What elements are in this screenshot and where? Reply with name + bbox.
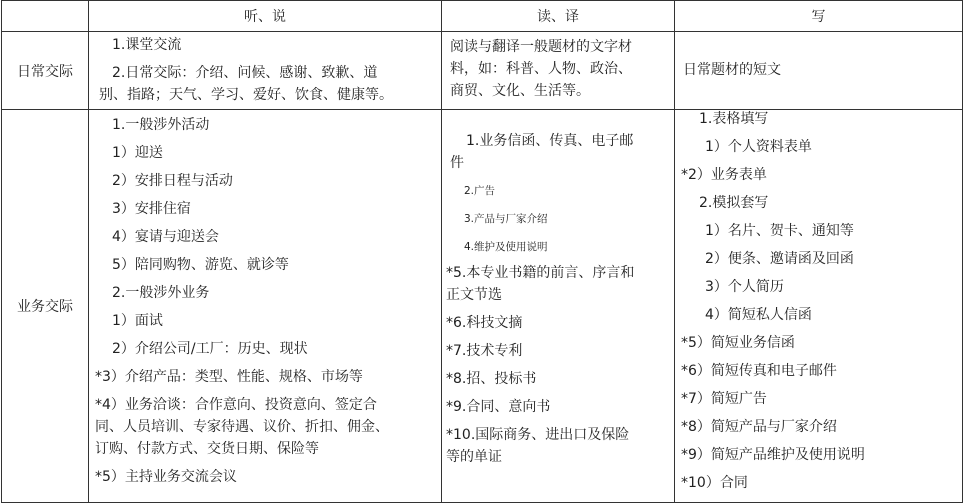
text-line: 4）简短私人信函 bbox=[705, 307, 812, 323]
text-line: 2.模拟套写 bbox=[699, 195, 769, 211]
text-line: 3）个人简历 bbox=[705, 279, 784, 295]
text-line: 2.日常交际：介绍、问候、感谢、致歉、道 bbox=[112, 65, 378, 81]
text-line: *8.招、投标书 bbox=[446, 371, 537, 387]
text-line: 阅读与翻译一般题材的文字材 bbox=[450, 39, 632, 55]
text-line: 3）安排住宿 bbox=[112, 201, 191, 217]
cell-daily-listen-speak bbox=[89, 32, 442, 110]
curriculum-table bbox=[1, 0, 963, 503]
header-blank bbox=[2, 1, 89, 32]
text-line: 正文节选 bbox=[446, 287, 502, 303]
text-line: *9）简短产品维护及使用说明 bbox=[681, 447, 865, 463]
text-line: 2）便条、邀请函及回函 bbox=[705, 251, 854, 267]
text-line: 同、人员培训、专家待遇、议价、折扣、佣金、 bbox=[95, 419, 389, 435]
header-listen-speak: 听、说 bbox=[89, 1, 442, 32]
text-line: 1.表格填写 bbox=[699, 111, 769, 127]
text-line: 2）介绍公司/工厂：历史、现状 bbox=[112, 341, 308, 357]
text-line: *8）简短产品与厂家介绍 bbox=[681, 419, 837, 435]
text-line: *7）简短广告 bbox=[681, 391, 767, 407]
header-write: 写 bbox=[675, 1, 963, 32]
text-line: 3.产品与厂家介绍 bbox=[464, 213, 548, 225]
header-row bbox=[2, 1, 963, 32]
text-line: *6）简短传真和电子邮件 bbox=[681, 363, 837, 379]
cell-daily-write bbox=[675, 32, 963, 110]
row-label-business: 业务交际 bbox=[2, 110, 89, 503]
text-line: 别、指路；天气、学习、爱好、饮食、健康等。 bbox=[99, 87, 393, 103]
text-line: *4）业务洽谈：合作意向、投资意向、签定合 bbox=[95, 397, 377, 413]
cell-business-read-translate bbox=[442, 110, 675, 503]
text-line: 4.维护及使用说明 bbox=[464, 241, 548, 253]
text-line: *3）介绍产品：类型、性能、规格、市场等 bbox=[95, 369, 363, 385]
row-business bbox=[2, 110, 963, 503]
text-line: 日常题材的短文 bbox=[683, 62, 781, 78]
text-line: 2.一般涉外业务 bbox=[112, 285, 210, 301]
text-line: *7.技术专利 bbox=[446, 343, 523, 359]
cell-business-write bbox=[675, 110, 963, 503]
cell-daily-read-translate bbox=[442, 32, 675, 110]
text-line: *6.科技文摘 bbox=[446, 315, 523, 331]
text-line: 1.业务信函、传真、电子邮 bbox=[466, 133, 634, 149]
text-line: *10.国际商务、进出口及保险 bbox=[446, 427, 630, 443]
text-line: 4）宴请与迎送会 bbox=[112, 229, 219, 245]
text-line: 1.课堂交流 bbox=[112, 37, 182, 53]
header-read-translate: 读、译 bbox=[442, 1, 675, 32]
text-line: 1）迎送 bbox=[112, 145, 163, 161]
text-line: *9.合同、意向书 bbox=[446, 399, 551, 415]
text-line: *2）业务表单 bbox=[681, 167, 767, 183]
text-line: *5.本专业书籍的前言、序言和 bbox=[446, 265, 635, 281]
text-line: *5）简短业务信函 bbox=[681, 335, 795, 351]
cell-business-listen-speak bbox=[89, 110, 442, 503]
row-daily bbox=[2, 32, 963, 110]
text-line: 1）面试 bbox=[112, 313, 163, 329]
text-line: *5）主持业务交流会议 bbox=[95, 469, 237, 485]
row-label-daily: 日常交际 bbox=[2, 32, 89, 110]
text-line: 料，如：科普、人物、政治、 bbox=[450, 61, 632, 77]
text-line: 件 bbox=[450, 155, 464, 171]
text-line: 等的单证 bbox=[446, 449, 502, 465]
text-line: 1）个人资料表单 bbox=[705, 139, 812, 155]
text-line: 1.一般涉外活动 bbox=[112, 117, 210, 133]
text-line: 2）安排日程与活动 bbox=[112, 173, 233, 189]
text-line: 订购、付款方式、交货日期、保险等 bbox=[95, 441, 319, 457]
text-line: 2.广告 bbox=[464, 185, 496, 197]
text-line: *10）合同 bbox=[681, 475, 748, 491]
text-line: 商贸、文化、生活等。 bbox=[450, 83, 590, 99]
text-line: 5）陪同购物、游览、就诊等 bbox=[112, 257, 289, 273]
text-line: 1）名片、贺卡、通知等 bbox=[705, 223, 854, 239]
